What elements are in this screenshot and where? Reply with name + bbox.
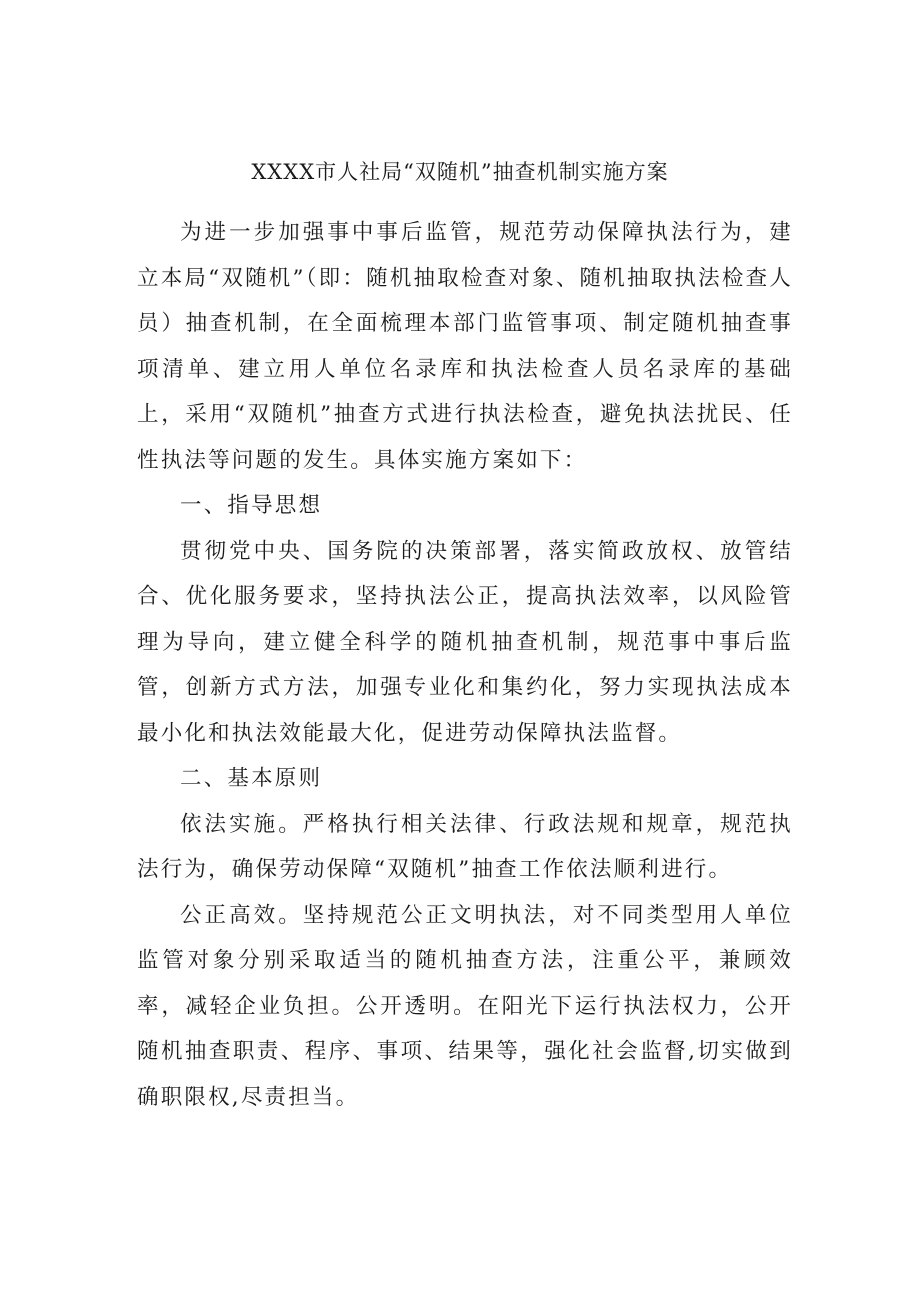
principle-lawful-paragraph: 依法实施。严格执行相关法律、行政法规和规章，规范执法行为，确保劳动保障“双随机”抽查工作依法顺利进行。 <box>137 811 793 882</box>
section-heading-basic-principles: 二、基本原则 <box>180 766 323 791</box>
principle-fair-efficient-paragraph: 公正高效。坚持规范公正文明执法，对不同类型用人单位监管对象分别采取适当的随机抽查方法，注重公平，兼顾效率，减轻企业负担。公开透明。在阳光下运行执法权力，公开随机抽查职责、程序、事项、结果等，强化社会监督,切实做到确职限权,尽责担当。 <box>137 902 793 1110</box>
guiding-ideology-paragraph: 贯彻党中央、国务院的决策部署，落实简政放权、放管结合、优化服务要求，坚持执法公正，提高执法效率，以风险管理为导向，建立健全科学的随机抽查机制，规范事中事后监管，创新方式方法，加强专业化和集约化，努力实现执法成本最小化和执法效能最大化，促进劳动保障执法监督。 <box>137 538 793 746</box>
document-title: XXXX市人社局“双随机”抽查机制实施方案 <box>251 160 669 184</box>
section-heading-guiding-ideology: 一、指导思想 <box>180 493 323 518</box>
document-body <box>137 210 793 1120</box>
intro-paragraph: 为进一步加强事中事后监管，规范劳动保障执法行为，建立本局“双随机”（即：随机抽取检查对象、随机抽取执法检查人员）抽查机制，在全面梳理本部门监管事项、制定随机抽查事项清单、建立用人单位名录库和执法检查人员名录库的基础上，采用“双随机”抽查方式进行执法检查，避免执法扰民、任性执法等问题的发生。具体实施方案如下： <box>137 220 793 473</box>
